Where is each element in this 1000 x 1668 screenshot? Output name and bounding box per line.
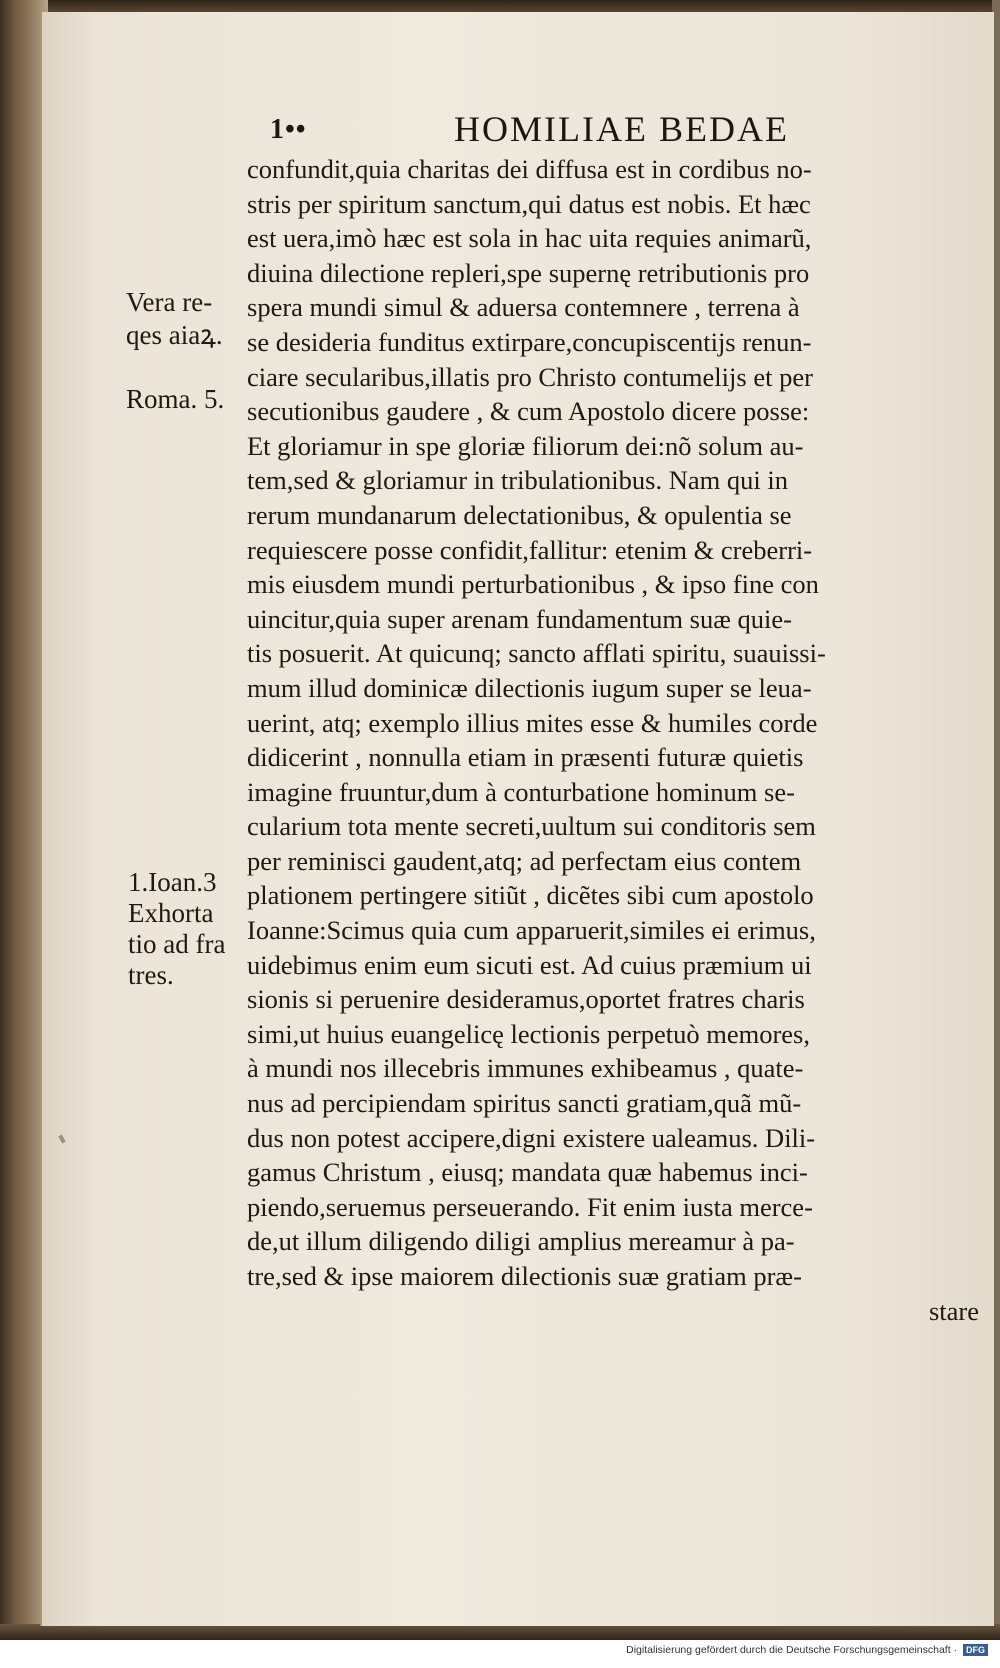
text-line: piendo,seruemus perseuerando. Fit enim iusta merce- [247, 1191, 813, 1222]
text-line: mum illud dominicæ dilectionis iugum super se leua- [247, 672, 812, 703]
text-line: de,ut illum diligendo diligi amplius mereamur à pa- [247, 1226, 795, 1257]
text-line: tre,sed & ipse maiorem dilectionis suæ gratiam præ- [247, 1261, 802, 1291]
dfg-logo: DFG [963, 1644, 988, 1656]
credit-separator: · [953, 1644, 960, 1656]
text-line: imagine fruuntur,dum à conturbatione hominum se- [247, 776, 795, 807]
book-bottom-edge [0, 1624, 1000, 1640]
text-line: Et gloriamur in spe gloriæ filiorum dei:nõ solum au- [247, 430, 804, 461]
digitization-credit [0, 1644, 1000, 1664]
text-line: nus ad percipiendam spiritus sancti gratiam,quã mũ- [247, 1088, 802, 1119]
text-line: ciare secularibus,illatis pro Christo contumelijs et per [247, 361, 813, 392]
text-line: cularium tota mente secreti,uultum sui conditoris sem [247, 811, 816, 842]
margin-note-vera-requies [126, 286, 223, 352]
text-line: uerint, atq; exemplo illius mites esse & humiles corde [247, 707, 818, 738]
text-line: est uera,imò hæc est sola in hac uita requies animarũ, [247, 223, 812, 254]
text-line: dus non potest accipere,digni existere ualeamus. Dili- [247, 1122, 816, 1153]
page-header [42, 108, 994, 154]
margin-note-line: Vera re- [126, 287, 213, 317]
text-line: per reminisci gaudent,atq; ad perfectam eius contem [247, 845, 802, 876]
text-line: didicerint , nonnulla etiam in præsenti futuræ quietis [247, 742, 804, 773]
text-line: Ioanne:Scimus quia cum apparuerit,similes ei erimus, [247, 915, 816, 946]
running-title: HOMILIAE BEDAE [454, 109, 789, 149]
margin-note-exhortatio [128, 867, 225, 991]
text-line: diuina dilectione repleri,spe supernę retributionis pro [247, 257, 810, 288]
text-line: tem,sed & gloriamur in tribulationibus. Nam qui in [247, 465, 788, 496]
text-line: à mundi nos illecebris immunes exhibeamus , quate- [247, 1053, 804, 1084]
margin-note-line: 1.Ioan.3 [128, 867, 217, 897]
text-line: mis eiusdem mundi perturbationibus , & ipso fine con [247, 569, 819, 600]
text-line: uidebimus enim eum sicuti est. Ad cuius præmium ui [247, 949, 812, 980]
text-line: sionis si peruenire desideramus,oportet fratres charis [247, 984, 805, 1015]
text-line: confundit,quia charitas dei diffusa est in cordibus no- [247, 154, 812, 184]
text-line: secutionibus gaudere , & cum Apostolo dicere posse: [247, 396, 810, 427]
text-line: simi,ut huius euangelicę lectionis perpetuò memores, [247, 1018, 810, 1049]
text-line: rerum mundanarum delectationibus, & opulentia se [247, 499, 792, 530]
book-page [40, 12, 994, 1626]
margin-note-line: qes aiaꝝ. [126, 320, 223, 350]
text-line: tis posuerit. At quicunq; sancto afflati spiritu, suauissi- [247, 638, 826, 669]
text-line: gamus Christum , eiusq; mandata quæ habemus inci- [247, 1157, 808, 1188]
text-line: plationem pertingere sitiũt , dicẽtes sibi cum apostolo [247, 880, 814, 911]
text-line: se desideria funditus extirpare,concupiscentijs renun- [247, 326, 812, 357]
homily-text [247, 152, 997, 1328]
margin-note-line: tio ad fra [128, 929, 226, 959]
margin-note-line: tres. [128, 960, 174, 990]
page-number: 1•• [270, 114, 307, 145]
margin-note-roma: Roma. 5. [126, 384, 225, 414]
credit-text: Digitalisierung gefördert durch die Deutsche Forschungsgemeinschaft [626, 1644, 951, 1657]
text-line: spera mundi simul & aduersa contemnere , terrena à [247, 292, 800, 323]
margin-note-line: Exhorta [128, 898, 214, 928]
catchword: stare [928, 1295, 979, 1326]
text-line: stris per spiritum sanctum,qui datus est nobis. Et hæc [247, 188, 811, 219]
text-line: requiescere posse confidit,fallitur: etenim & creberri- [247, 534, 813, 565]
text-line: uincitur,quia super arenam fundamentum suæ quie- [247, 603, 792, 634]
